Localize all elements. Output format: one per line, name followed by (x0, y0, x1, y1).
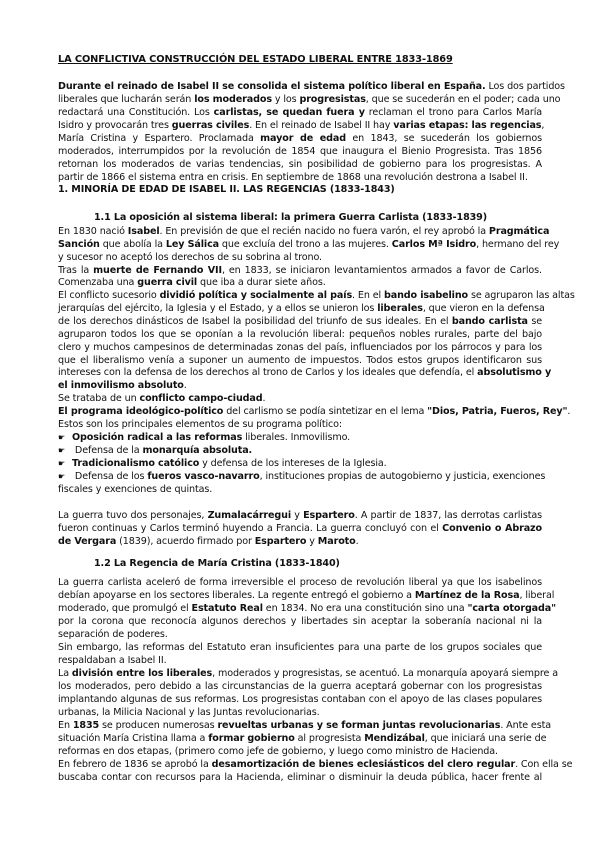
text-line: La división entre los liberales, moderados y progresistas, se acentuó. La monarquía apoyará siempre a (58, 668, 558, 679)
text-line: y sucesor no aceptó los derechos de su sobrina al trono. (58, 252, 322, 263)
text-line: En 1830 nació Isabel. En previsión de que el recién nacido no fuera varón, el rey aprobó la Pragmática (58, 226, 550, 237)
text-line: situación María Cristina llama a formar gobierno al progresista Mendizábal, que iniciará una serie de (58, 733, 547, 744)
text-line: separación de poderes. (58, 629, 168, 640)
text-line: buscaba contar con recursos para la Hacienda, eliminar o disminuir la deuda pública, hacer frente al (58, 772, 542, 783)
text-line: debían apoyarse en los sectores liberales. La regente entregó el gobierno a Martínez de la Rosa, liberal (58, 590, 555, 601)
text-line: María Cristina y Espartero. Proclamada mayor de edad en 1843, se sucederán los gobiernos (58, 133, 542, 144)
text-line: En 1835 se producen numerosas revueltas urbanas y se forman juntas revolucionarias. Ante esta (58, 720, 551, 731)
list-item: ☛ Defensa de los fueros vasco-navarro, instituciones propias de autogobierno y justicia, exenciones (58, 471, 546, 482)
text-line: el inmovilismo absoluto. (58, 380, 187, 391)
text-line: partir de 1866 el sistema entra en crisis. En septiembre de 1868 una revolución destrona a Isabel II. (58, 172, 528, 183)
text-line: liberales que lucharán serán los moderados y los progresistas, que se sucederán en el poder; cada uno (58, 94, 561, 105)
text-line: los moderados, pero debido a las circunstancias de la guerra aceptará gobernar con los progresistas (58, 681, 542, 692)
text-line: Sin embargo, las reformas del Estatuto eran insuficientes para una parte de los grupos sociales que (58, 642, 542, 653)
text-line: jerarquías del ejército, la Iglesia y el Estado, y a ellos se unieron los liberales, que vieron en la defensa (58, 303, 545, 314)
text-line: urbanas, la Milicia Nacional y las Juntas revolucionarias. (58, 707, 320, 718)
text-line: Sanción que abolía la Ley Sálica que excluía del trono a las mujeres. Carlos Mª Isidro, hermano del rey (58, 239, 560, 250)
text-line: moderados, interrumpidos por la revolución de 1854 que inaugura el Bienio Progresista. Tras 1856 (58, 146, 542, 157)
hand-pointer-icon: ☛ (58, 472, 66, 481)
text-line: Tras la muerte de Fernando VII, en 1833, se iniciaron levantamientos armados a favor de Carlos. (58, 265, 542, 276)
text-line: redactará una Constitución. Los carlistas, se quedan fuera y reclaman el trono para Carlos María (58, 107, 542, 118)
subsection-heading: 1.1 La oposición al sistema liberal: la primera Guerra Carlista (1833-1839) (94, 212, 487, 223)
text-line: fueron continuas y Carlos terminó huyendo a Francia. La guerra concluyó con el Convenio o Abrazo (58, 523, 542, 534)
text-line: Se trataba de un conflicto campo-ciudad. (58, 393, 266, 404)
text-line: Durante el reinado de Isabel II se consolida el sistema político liberal en España. Los dos partidos (58, 81, 565, 92)
text-line: de los derechos dinásticos de Isabel la posibilidad del triunfo de sus ideales. En el bando carlista se (58, 316, 542, 327)
hand-pointer-icon: ☛ (58, 433, 66, 442)
text-line: Comenzaba una guerra civil que iba a durar siete años. (58, 277, 326, 288)
text-line: fiscales y exenciones de quintas. (58, 484, 213, 495)
hand-pointer-icon: ☛ (58, 459, 66, 468)
text-line: que el liberalismo venía a suponer un aumento de impuestos. Todos estos grupos identificaron sus (58, 355, 542, 366)
hand-pointer-icon: ☛ (58, 446, 66, 455)
document-title: LA CONFLICTIVA CONSTRUCCIÓN DEL ESTADO LIBERAL ENTRE 1833-1869 (58, 54, 453, 65)
text-line: reformas en dos etapas, (primero como jefe de gobierno, y luego como ministro de Hacienda. (58, 746, 498, 757)
text-line: El programa ideológico-político del carlismo se podía sintetizar en el lema "Dios, Patria, Fueros, Rey". (58, 406, 571, 417)
text-line: por la corona que reconocía algunos derechos y libertades sin aceptar la soberanía nacional ni la (58, 616, 542, 627)
text-line: Isidro y provocarán tres guerras civiles. En el reinado de Isabel II hay varias etapas: las regencias, (58, 120, 545, 131)
text-line: de Vergara (1839), acuerdo firmado por Espartero y Maroto. (58, 536, 359, 547)
text-line: La guerra carlista aceleró de forma irreversible el proceso de revolución liberal ya que los isabelinos (58, 577, 542, 588)
text-line: respaldaban a Isabel II. (58, 655, 167, 666)
subsection-heading: 1.2 La Regencia de María Cristina (1833-1840) (94, 558, 340, 569)
text-line: Estos son los principales elementos de su programa político: (58, 419, 343, 430)
text-line: clero y muchos campesinos de determinadas zonas del país, influenciados por los párrocos y para los (58, 342, 542, 353)
text-line: intereses con la defensa de los derechos al trono de Carlos y los ideales que defendía, el absolutismo y (58, 367, 552, 378)
text-line: agruparon todos los que se oponían a la revolución liberal: pequeños nobles rurales, parte del bajo (58, 329, 542, 340)
list-item: ☛ Oposición radical a las reformas liberales. Inmovilismo. (58, 432, 351, 443)
list-item: ☛ Tradicionalismo católico y defensa de los intereses de la Iglesia. (58, 458, 387, 469)
section-heading: 1. MINORÍA DE EDAD DE ISABEL II. LAS REGENCIAS (1833-1843) (58, 184, 395, 195)
text-line: La guerra tuvo dos personajes, Zumalacárregui y Espartero. A partir de 1837, las derrotas carlistas (58, 510, 543, 521)
text-line: retornan los moderados de varias tendencias, sin posibilidad de gobierno para los progresistas. A (58, 159, 542, 170)
text-line: implantando algunas de sus reformas. Los progresistas contaban con el apoyo de las clases populares (58, 694, 542, 705)
text-line: El conflicto sucesorio dividió política y socialmente al país. En el bando isabelino se agruparon las altas (58, 290, 575, 301)
text-line: En febrero de 1836 se aprobó la desamortización de bienes eclesiásticos del clero regular. Con ella se (58, 759, 573, 770)
list-item: ☛ Defensa de la monarquía absoluta. (58, 445, 253, 456)
text-line: moderado, que promulgó el Estatuto Real en 1834. No era una constitución sino una "carta otorgada" (58, 603, 557, 614)
